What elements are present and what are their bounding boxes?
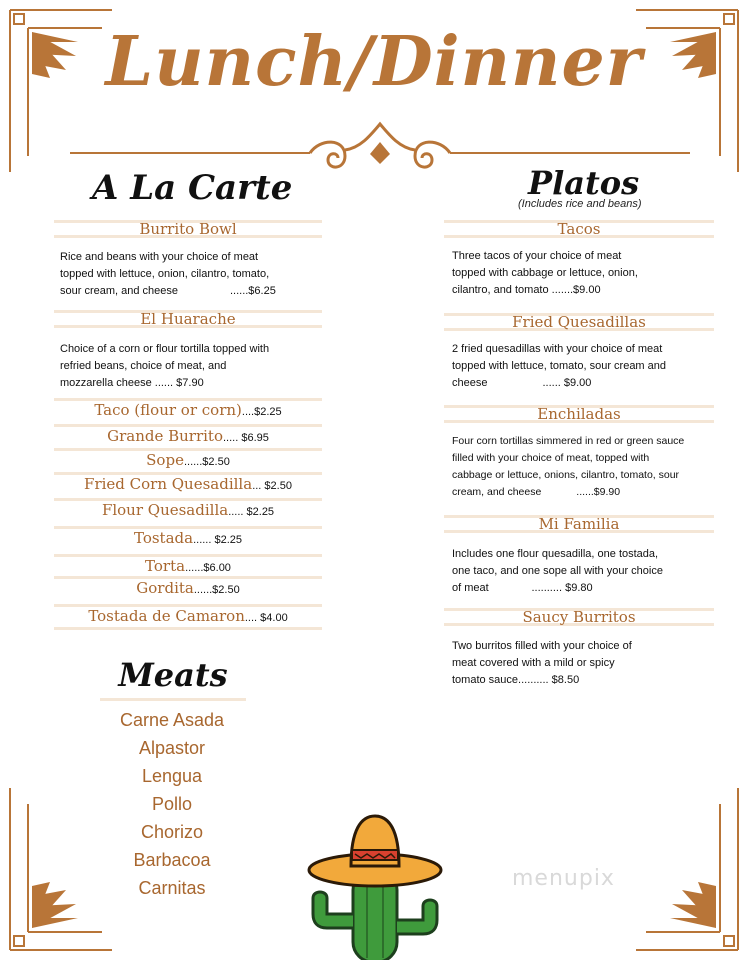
description-line: Rice and beans with your choice of meat bbox=[60, 251, 259, 263]
list-item bbox=[54, 604, 322, 630]
dish-description bbox=[452, 433, 727, 501]
meat-item: Carne Asada bbox=[119, 710, 225, 730]
description-line: cilantro, and tomato .......$9.00 bbox=[452, 284, 601, 296]
description-line: of meat .......... $9.80 bbox=[452, 582, 593, 594]
meat-item: Barbacoa bbox=[133, 850, 211, 870]
description-line: mozzarella cheese ...... $7.90 bbox=[60, 377, 204, 389]
dish-description bbox=[452, 546, 727, 597]
meat-item: Alpastor bbox=[138, 738, 206, 758]
item-price: ..... $6.95 bbox=[223, 432, 269, 444]
item-name: Flour Quesadilla bbox=[101, 501, 229, 519]
description-line: cabbage or lettuce, onions, cilantro, tomato, sour bbox=[452, 469, 680, 481]
item-name: Taco (flour or corn) bbox=[94, 401, 242, 419]
dish-title: Fried Quesadillas bbox=[444, 313, 714, 331]
dish-title: El Huarache bbox=[54, 310, 322, 328]
description-line: tomato sauce.......... $8.50 bbox=[452, 674, 580, 686]
list-item bbox=[54, 576, 322, 598]
list-item bbox=[54, 448, 322, 470]
item-price: ......$2.50 bbox=[183, 456, 230, 468]
description-line: Four corn tortillas simmered in red or green sauce bbox=[452, 435, 685, 447]
watermark: menupix bbox=[512, 866, 615, 891]
meat-item: Lengua bbox=[141, 766, 203, 786]
description-line: topped with lettuce, tomato, sour cream and bbox=[452, 360, 667, 372]
item-price: ......$2.50 bbox=[193, 584, 240, 596]
list-item bbox=[54, 554, 322, 576]
description-line: 2 fried quesadillas with your choice of meat bbox=[452, 343, 663, 355]
dish-title: Tacos bbox=[444, 220, 714, 238]
description-line: cream, and cheese ......$9.90 bbox=[452, 486, 621, 498]
description-line: sour cream, and cheese ......$6.25 bbox=[60, 285, 276, 297]
item-price: ..... $2.25 bbox=[228, 506, 275, 518]
item-price: ...... $2.25 bbox=[193, 534, 242, 546]
description-line: meat covered with a mild or spicy bbox=[452, 657, 615, 669]
meats-heading: Meats bbox=[100, 656, 246, 701]
item-price: ....$2.25 bbox=[241, 406, 282, 418]
item-name: Sope bbox=[146, 451, 184, 469]
meat-item: Chorizo bbox=[140, 822, 204, 842]
list-item bbox=[54, 424, 322, 446]
list-item bbox=[54, 498, 322, 520]
list-item bbox=[54, 526, 322, 548]
description-line: Three tacos of your choice of meat bbox=[452, 250, 622, 262]
item-name: Fried Corn Quesadilla bbox=[84, 475, 253, 493]
cactus-with-sombrero-icon bbox=[305, 810, 445, 960]
dish-description bbox=[452, 341, 727, 392]
meat-item: Pollo bbox=[151, 794, 193, 814]
description-line: Two burritos filled with your choice of bbox=[452, 640, 632, 652]
dish-description bbox=[452, 638, 727, 689]
dish-title: Saucy Burritos bbox=[444, 608, 714, 626]
list-item bbox=[54, 398, 322, 420]
item-price: ......$6.00 bbox=[185, 562, 231, 574]
dish-title: Burrito Bowl bbox=[54, 220, 322, 238]
description-line: cheese ...... $9.00 bbox=[452, 377, 592, 389]
corner-ornament-bottom-right bbox=[632, 784, 742, 954]
menu-title: Lunch/Dinner bbox=[105, 22, 643, 102]
description-line: filled with your choice of meat, topped with bbox=[452, 452, 650, 464]
dish-description bbox=[60, 341, 330, 392]
meat-item: Carnitas bbox=[138, 878, 206, 898]
description-line: one taco, and one sope all with your choice bbox=[452, 565, 663, 577]
dish-title: Mi Familia bbox=[444, 515, 714, 533]
description-line: Includes one flour quesadilla, one tostada, bbox=[452, 548, 659, 560]
item-name: Tostada bbox=[133, 529, 194, 547]
ala-carte-heading: A La Carte bbox=[92, 168, 293, 208]
description-line: refried beans, choice of meat, and bbox=[60, 360, 227, 372]
dish-description bbox=[60, 249, 330, 300]
platos-heading: Platos bbox=[528, 164, 640, 202]
meats-list bbox=[100, 706, 244, 902]
item-name: Gordita bbox=[136, 579, 194, 597]
description-line: Choice of a corn or flour tortilla topped with bbox=[60, 343, 270, 355]
item-name: Tostada de Camaron bbox=[88, 607, 245, 625]
description-line: topped with cabbage or lettuce, onion, bbox=[452, 267, 638, 279]
description-line: topped with lettuce, onion, cilantro, tomato, bbox=[60, 268, 270, 280]
item-price: .... $4.00 bbox=[244, 612, 288, 624]
dish-description bbox=[452, 248, 727, 299]
dish-title: Enchiladas bbox=[444, 405, 714, 423]
item-name: Grande Burrito bbox=[107, 427, 223, 445]
item-name: Torta bbox=[145, 557, 186, 575]
item-price: ... $2.50 bbox=[252, 480, 292, 492]
list-item bbox=[54, 472, 322, 494]
platos-subheading: (Includes rice and beans) bbox=[518, 198, 642, 210]
